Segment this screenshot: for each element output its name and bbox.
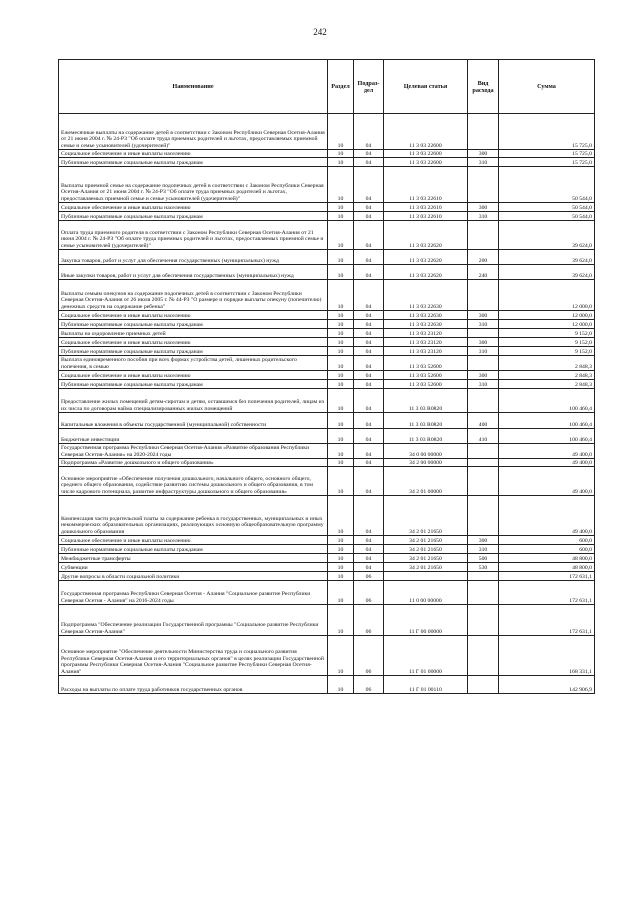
table-cell-article <box>384 572 468 581</box>
table-cell-name: Публичные нормативные социальные выплаты гражданам <box>59 212 328 221</box>
table-cell-expense-type <box>468 221 499 250</box>
table-cell-article: 11 3 03 52600 <box>384 356 468 371</box>
table-cell-name: Социальное обеспечение и иные выплаты населению <box>59 203 328 212</box>
table-cell-amount: 600,0 <box>499 545 595 554</box>
table-cell-expense-type: 310 <box>468 158 499 167</box>
table-cell-article: 11 3 03 22620 <box>384 221 468 250</box>
table-cell-article: 11 3 03 23120 <box>384 329 468 338</box>
table-cell-article: 11 3 03 22600 <box>384 158 468 167</box>
table-cell-name: Расходы на выплаты по оплате труда работников государственных органов <box>59 676 328 694</box>
table-cell-section: 10 <box>328 356 354 371</box>
table-cell-section: 10 <box>328 329 354 338</box>
table-cell-subsection: 04 <box>354 150 384 158</box>
table-row <box>59 676 595 694</box>
table-row <box>59 563 595 572</box>
table-cell-amount: 100 460,4 <box>499 429 595 444</box>
table-cell-name: Выплаты на оздоровление приемных детей <box>59 329 328 338</box>
header-amount: Сумма <box>499 60 595 114</box>
table-cell-section: 10 <box>328 212 354 221</box>
table-cell-subsection: 04 <box>354 444 384 459</box>
table-cell-expense-type: 310 <box>468 545 499 554</box>
table-row <box>59 459 595 467</box>
table-cell-section: 10 <box>328 444 354 459</box>
table-cell-amount: 12 000,0 <box>499 320 595 329</box>
table-row <box>59 265 595 280</box>
table-cell-expense-type: 310 <box>468 212 499 221</box>
table-cell-name: Межбюджетные трансферты <box>59 554 328 563</box>
table-row <box>59 581 595 605</box>
table-cell-subsection: 06 <box>354 676 384 694</box>
table-cell-article: 11 3 03 22630 <box>384 320 468 329</box>
table-row <box>59 636 595 676</box>
table-cell-expense-type: 300 <box>468 150 499 158</box>
table-cell-subsection: 04 <box>354 114 384 150</box>
table-cell-subsection: 04 <box>354 221 384 250</box>
table-cell-amount: 168 331,1 <box>499 636 595 676</box>
table-cell-subsection: 04 <box>354 380 384 389</box>
table-cell-name: Подпрограмма "Обеспечение реализации Государственной программы "Социальное развитие Республики Северная Осетия-Алания" <box>59 605 328 636</box>
table-row <box>59 320 595 329</box>
table-cell-article: 11 3 03 23120 <box>384 338 468 347</box>
table-cell-section: 10 <box>328 572 354 581</box>
table-row <box>59 545 595 554</box>
table-cell-amount: 39 624,0 <box>499 221 595 250</box>
table-cell-section: 10 <box>328 338 354 347</box>
table-cell-article: 34 2 01 21650 <box>384 545 468 554</box>
table-cell-amount: 49 400,0 <box>499 496 595 536</box>
table-cell-article: 11 3 03 R0820 <box>384 413 468 429</box>
table-cell-expense-type: 300 <box>468 203 499 212</box>
table-cell-expense-type <box>468 280 499 311</box>
table-cell-name: Основное мероприятие "Обеспечение деятельности Министерства труда и социального развития Республики Северная Осетия-Алания и его территориальных органов" в целях реализации Государственной программы Республики Северная Осетия-Алания "Социальное развитие Республики Северная Осетия-Алания" <box>59 636 328 676</box>
table-cell-subsection: 04 <box>354 280 384 311</box>
table-cell-section: 10 <box>328 114 354 150</box>
table-cell-name: Ежемесячные выплаты на содержание детей в соответствии с Законом Республики Северная Осетия-Алания от 21 июня 2004 г. № 24-РЗ "Об оплате труда приемных родителей и льготах, предоставляемых приемной семье и семье усыновителей (удочерителей)" <box>59 114 328 150</box>
table-cell-article: 11 3 03 22600 <box>384 150 468 158</box>
table-cell-section: 10 <box>328 429 354 444</box>
table-cell-amount: 9 152,0 <box>499 338 595 347</box>
table-row <box>59 389 595 413</box>
table-row <box>59 413 595 429</box>
table-cell-subsection: 06 <box>354 636 384 676</box>
table-cell-article: 34 0 00 00000 <box>384 444 468 459</box>
table-cell-article: 34 2 01 21650 <box>384 496 468 536</box>
table-cell-section: 10 <box>328 203 354 212</box>
table-cell-name: Публичные нормативные социальные выплаты гражданам <box>59 380 328 389</box>
table-cell-section: 10 <box>328 265 354 280</box>
table-cell-article: 11 3 03 22600 <box>384 114 468 150</box>
table-cell-name: Социальное обеспечение и иные выплаты населению <box>59 371 328 380</box>
table-cell-section: 10 <box>328 605 354 636</box>
table-cell-amount: 2 848,3 <box>499 356 595 371</box>
header-article: Целевая статья <box>384 60 468 114</box>
table-cell-subsection: 04 <box>354 158 384 167</box>
table-cell-section: 10 <box>328 545 354 554</box>
table-cell-article: 11 3 03 22630 <box>384 311 468 320</box>
table-cell-name: Закупка товаров, работ и услуг для обеспечения государственных (муниципальных) нужд <box>59 250 328 265</box>
table-cell-article: 11 3 03 52600 <box>384 371 468 380</box>
table-cell-amount: 600,0 <box>499 536 595 545</box>
table-cell-name: Выплаты семьям опекунов на содержание подопечных детей в соответствии с Законом Республики Северная Осетия-Алания от 26 июля 2005 г. № 44-РЗ "О размере и порядке выплаты опекуну (попечителю) денежных средств на содержание ребенка" <box>59 280 328 311</box>
table-cell-name: Капитальные вложения в объекты государственной (муниципальной) собственности <box>59 413 328 429</box>
table-cell-expense-type <box>468 329 499 338</box>
table-cell-subsection: 04 <box>354 389 384 413</box>
table-cell-name: Выплаты приемной семье на содержание подопечных детей в соответствии с Законом Республики Северная Осетия-Алания от 21 июня 2004 г. № 24-РЗ "Об оплате труда приемных родителей и льготах, предоставляемых приемной семье и семье усыновителей (удочерителей)" <box>59 167 328 203</box>
page-number: 242 <box>313 27 327 37</box>
table-cell-expense-type <box>468 444 499 459</box>
table-cell-article: 11 3 03 23120 <box>384 347 468 356</box>
table-cell-amount: 39 624,0 <box>499 265 595 280</box>
table-row <box>59 605 595 636</box>
table-cell-expense-type: 200 <box>468 250 499 265</box>
table-cell-section: 10 <box>328 459 354 467</box>
table-header-row <box>59 60 595 114</box>
table-cell-name: Публичные нормативные социальные выплаты гражданам <box>59 158 328 167</box>
table-cell-amount: 12 000,0 <box>499 280 595 311</box>
table-cell-name: Основное мероприятие «Обеспечение получения дошкольного, начального общего, основного общего, среднего общего образования, содействие развитию системы дошкольного и общего образования, в том числе кадрового потенциала, развитие инфраструктуры дошкольного и общего образования» <box>59 467 328 496</box>
table-cell-expense-type <box>468 636 499 676</box>
table-cell-amount: 142 906,9 <box>499 676 595 694</box>
table-row <box>59 371 595 380</box>
table-cell-subsection: 04 <box>354 356 384 371</box>
table-cell-section: 10 <box>328 167 354 203</box>
table-cell-expense-type <box>468 389 499 413</box>
table-cell-name: Оплата труда приемного родителя в соответствии с Законом Республики Северная Осетия-Алания от 21 июня 2004 г. № 24-РЗ "Об оплате труда приемных родителей и льготах, предоставляемых приемной семье и семье усыновителей (удочерителей)" <box>59 221 328 250</box>
table-cell-amount: 39 624,0 <box>499 250 595 265</box>
table-cell-expense-type: 300 <box>468 311 499 320</box>
table-row <box>59 212 595 221</box>
header-section: Раздел <box>328 60 354 114</box>
table-row <box>59 572 595 581</box>
table-cell-section: 10 <box>328 536 354 545</box>
table-cell-article: 11 3 03 22620 <box>384 250 468 265</box>
table-cell-amount: 9 152,0 <box>499 329 595 338</box>
table-cell-subsection: 04 <box>354 203 384 212</box>
table-cell-expense-type <box>468 581 499 605</box>
table-cell-amount: 50 544,0 <box>499 167 595 203</box>
table-cell-section: 10 <box>328 563 354 572</box>
table-cell-expense-type: 530 <box>468 563 499 572</box>
table-cell-name: Выплата единовременного пособия при всех формах устройства детей, лишенных родительского попечения, в семью <box>59 356 328 371</box>
table-cell-article: 11 3 03 R0820 <box>384 389 468 413</box>
table-cell-subsection: 06 <box>354 572 384 581</box>
table-row <box>59 329 595 338</box>
table-cell-amount: 50 544,0 <box>499 212 595 221</box>
table-cell-section: 10 <box>328 158 354 167</box>
table-row <box>59 311 595 320</box>
table-cell-section: 10 <box>328 347 354 356</box>
budget-table <box>58 59 595 694</box>
table-cell-amount: 49 400,0 <box>499 444 595 459</box>
table-cell-name: Бюджетные инвестиции <box>59 429 328 444</box>
table-cell-name: Публичные нормативные социальные выплаты гражданам <box>59 347 328 356</box>
table-body <box>59 114 595 694</box>
table-row <box>59 203 595 212</box>
table-cell-amount: 2 848,3 <box>499 371 595 380</box>
table-cell-expense-type <box>468 605 499 636</box>
table-cell-article: 34 2 00 00000 <box>384 459 468 467</box>
table-cell-name: Иные закупки товаров, работ и услуг для обеспечения государственных (муниципальных) нужд <box>59 265 328 280</box>
table-cell-name: Социальное обеспечение и иные выплаты населению <box>59 338 328 347</box>
table-cell-amount: 100 460,4 <box>499 389 595 413</box>
table-cell-subsection: 04 <box>354 311 384 320</box>
table-cell-expense-type: 310 <box>468 380 499 389</box>
table-cell-article: 34 2 01 00000 <box>384 467 468 496</box>
table-cell-subsection: 04 <box>354 329 384 338</box>
header-subsection: Подраз- дел <box>354 60 384 114</box>
table-cell-section: 10 <box>328 389 354 413</box>
table-cell-amount: 15 725,0 <box>499 158 595 167</box>
table-cell-article: 11 3 03 22610 <box>384 167 468 203</box>
table-cell-section: 10 <box>328 380 354 389</box>
table-row <box>59 338 595 347</box>
table-cell-subsection: 04 <box>354 212 384 221</box>
table-cell-expense-type <box>468 459 499 467</box>
table-cell-expense-type: 300 <box>468 536 499 545</box>
table-cell-name: Публичные нормативные социальные выплаты гражданам <box>59 545 328 554</box>
table-cell-article: 34 2 01 21650 <box>384 536 468 545</box>
table-row <box>59 167 595 203</box>
table-cell-article: 11 3 03 22630 <box>384 280 468 311</box>
table-cell-section: 10 <box>328 636 354 676</box>
table-cell-subsection: 06 <box>354 605 384 636</box>
table-row <box>59 356 595 371</box>
table-cell-name: Предоставление жилых помещений детям-сиротам и детям, оставшимся без попечения родителей, лицам из их числа по договорам найма специализированных жилых помещений <box>59 389 328 413</box>
table-cell-subsection: 04 <box>354 167 384 203</box>
table-cell-expense-type: 310 <box>468 347 499 356</box>
table-cell-name: Государственная программа Республики Северная Осетия - Алания "Социальное развитие Республики Северная Осетия - Алания" на 2016-2024 годы <box>59 581 328 605</box>
table-cell-expense-type: 310 <box>468 320 499 329</box>
table-cell-section: 10 <box>328 467 354 496</box>
table-cell-section: 10 <box>328 676 354 694</box>
table-row <box>59 150 595 158</box>
table-cell-expense-type <box>468 676 499 694</box>
table-row <box>59 380 595 389</box>
table-row <box>59 536 595 545</box>
table-row <box>59 496 595 536</box>
table-cell-article: 11 Г 00 00000 <box>384 605 468 636</box>
table-cell-name: Социальное обеспечение и иные выплаты населению <box>59 311 328 320</box>
table-cell-expense-type: 300 <box>468 371 499 380</box>
table-cell-article: 11 Г 01 00110 <box>384 676 468 694</box>
table-cell-article: 34 2 01 21650 <box>384 563 468 572</box>
table-cell-section: 10 <box>328 496 354 536</box>
table-cell-section: 10 <box>328 413 354 429</box>
table-cell-subsection: 04 <box>354 554 384 563</box>
table-cell-amount: 48 800,0 <box>499 563 595 572</box>
table-cell-article: 11 3 03 R0820 <box>384 429 468 444</box>
table-cell-name: Социальное обеспечение и иные выплаты населению <box>59 150 328 158</box>
table-cell-section: 10 <box>328 250 354 265</box>
table-cell-subsection: 04 <box>354 536 384 545</box>
table-cell-section: 10 <box>328 371 354 380</box>
table-cell-subsection: 04 <box>354 265 384 280</box>
table-cell-section: 10 <box>328 311 354 320</box>
table-cell-subsection: 04 <box>354 496 384 536</box>
table-row <box>59 158 595 167</box>
table-cell-expense-type: 300 <box>468 338 499 347</box>
table-cell-amount: 9 152,0 <box>499 347 595 356</box>
table-row <box>59 429 595 444</box>
table-cell-expense-type: 240 <box>468 265 499 280</box>
table-cell-article: 11 Г 01 00000 <box>384 636 468 676</box>
table-row <box>59 467 595 496</box>
table-cell-name: Социальное обеспечение и иные выплаты населению <box>59 536 328 545</box>
table-cell-amount: 100 460,4 <box>499 413 595 429</box>
table-cell-name: Компенсация части родительской платы за содержание ребенка в государственных, муниципальных и иных некоммерческих образовательных организациях, реализующих основную общеобразовательную программу дошкольного образования <box>59 496 328 536</box>
table-cell-name: Публичные нормативные социальные выплаты гражданам <box>59 320 328 329</box>
table-cell-article: 11 0 00 00000 <box>384 581 468 605</box>
table-row <box>59 250 595 265</box>
table-cell-article: 34 2 01 21650 <box>384 554 468 563</box>
table-cell-amount: 49 400,0 <box>499 459 595 467</box>
table-cell-article: 11 3 03 52600 <box>384 380 468 389</box>
table-cell-subsection: 04 <box>354 467 384 496</box>
table-cell-subsection: 04 <box>354 371 384 380</box>
table-cell-amount: 15 725,0 <box>499 150 595 158</box>
table-cell-name: Субвенции <box>59 563 328 572</box>
table-cell-amount: 2 848,3 <box>499 380 595 389</box>
table-row <box>59 280 595 311</box>
table-cell-amount: 172 631,1 <box>499 572 595 581</box>
table-cell-section: 10 <box>328 554 354 563</box>
table-cell-amount: 15 725,0 <box>499 114 595 150</box>
table-cell-section: 10 <box>328 150 354 158</box>
table-cell-subsection: 04 <box>354 563 384 572</box>
table-cell-name: Другие вопросы в области социальной политики <box>59 572 328 581</box>
table-cell-subsection: 04 <box>354 347 384 356</box>
table-cell-section: 10 <box>328 280 354 311</box>
table-cell-subsection: 04 <box>354 429 384 444</box>
table-cell-amount: 172 631,1 <box>499 605 595 636</box>
table-cell-expense-type <box>468 572 499 581</box>
table-cell-expense-type <box>468 496 499 536</box>
table-row <box>59 554 595 563</box>
table-cell-amount: 12 000,0 <box>499 311 595 320</box>
table-cell-article: 11 3 03 22620 <box>384 265 468 280</box>
table-row <box>59 221 595 250</box>
table-cell-subsection: 04 <box>354 320 384 329</box>
table-cell-section: 10 <box>328 320 354 329</box>
table-cell-subsection: 04 <box>354 545 384 554</box>
table-cell-amount: 49 400,0 <box>499 467 595 496</box>
table-cell-subsection: 04 <box>354 250 384 265</box>
table-cell-subsection: 04 <box>354 338 384 347</box>
table-cell-article: 11 3 03 22610 <box>384 203 468 212</box>
table-cell-expense-type: 400 <box>468 413 499 429</box>
table-cell-amount: 48 800,0 <box>499 554 595 563</box>
table-cell-expense-type: 500 <box>468 554 499 563</box>
table-cell-expense-type: 410 <box>468 429 499 444</box>
table-cell-name: Государственная программа Республики Северная Осетия-Алания «Развитие образования Республики Северная Осетия-Алания» на 2020-2024 годы <box>59 444 328 459</box>
table-cell-amount: 50 544,0 <box>499 203 595 212</box>
table-cell-expense-type <box>468 114 499 150</box>
table-cell-subsection: 04 <box>354 459 384 467</box>
table-cell-expense-type <box>468 167 499 203</box>
table-cell-name: Подпрограмма «Развитие дошкольного и общего образования» <box>59 459 328 467</box>
table-cell-expense-type <box>468 467 499 496</box>
table-row <box>59 444 595 459</box>
table-cell-amount: 172 631,1 <box>499 581 595 605</box>
header-name: Наименование <box>59 60 328 114</box>
table-cell-expense-type <box>468 356 499 371</box>
header-expense-type: Вид расхода <box>468 60 499 114</box>
table-cell-section: 10 <box>328 221 354 250</box>
table-row <box>59 114 595 150</box>
table-cell-subsection: 06 <box>354 581 384 605</box>
table-cell-article: 11 3 03 22610 <box>384 212 468 221</box>
table-cell-section: 10 <box>328 581 354 605</box>
table-row <box>59 347 595 356</box>
table-cell-subsection: 04 <box>354 413 384 429</box>
